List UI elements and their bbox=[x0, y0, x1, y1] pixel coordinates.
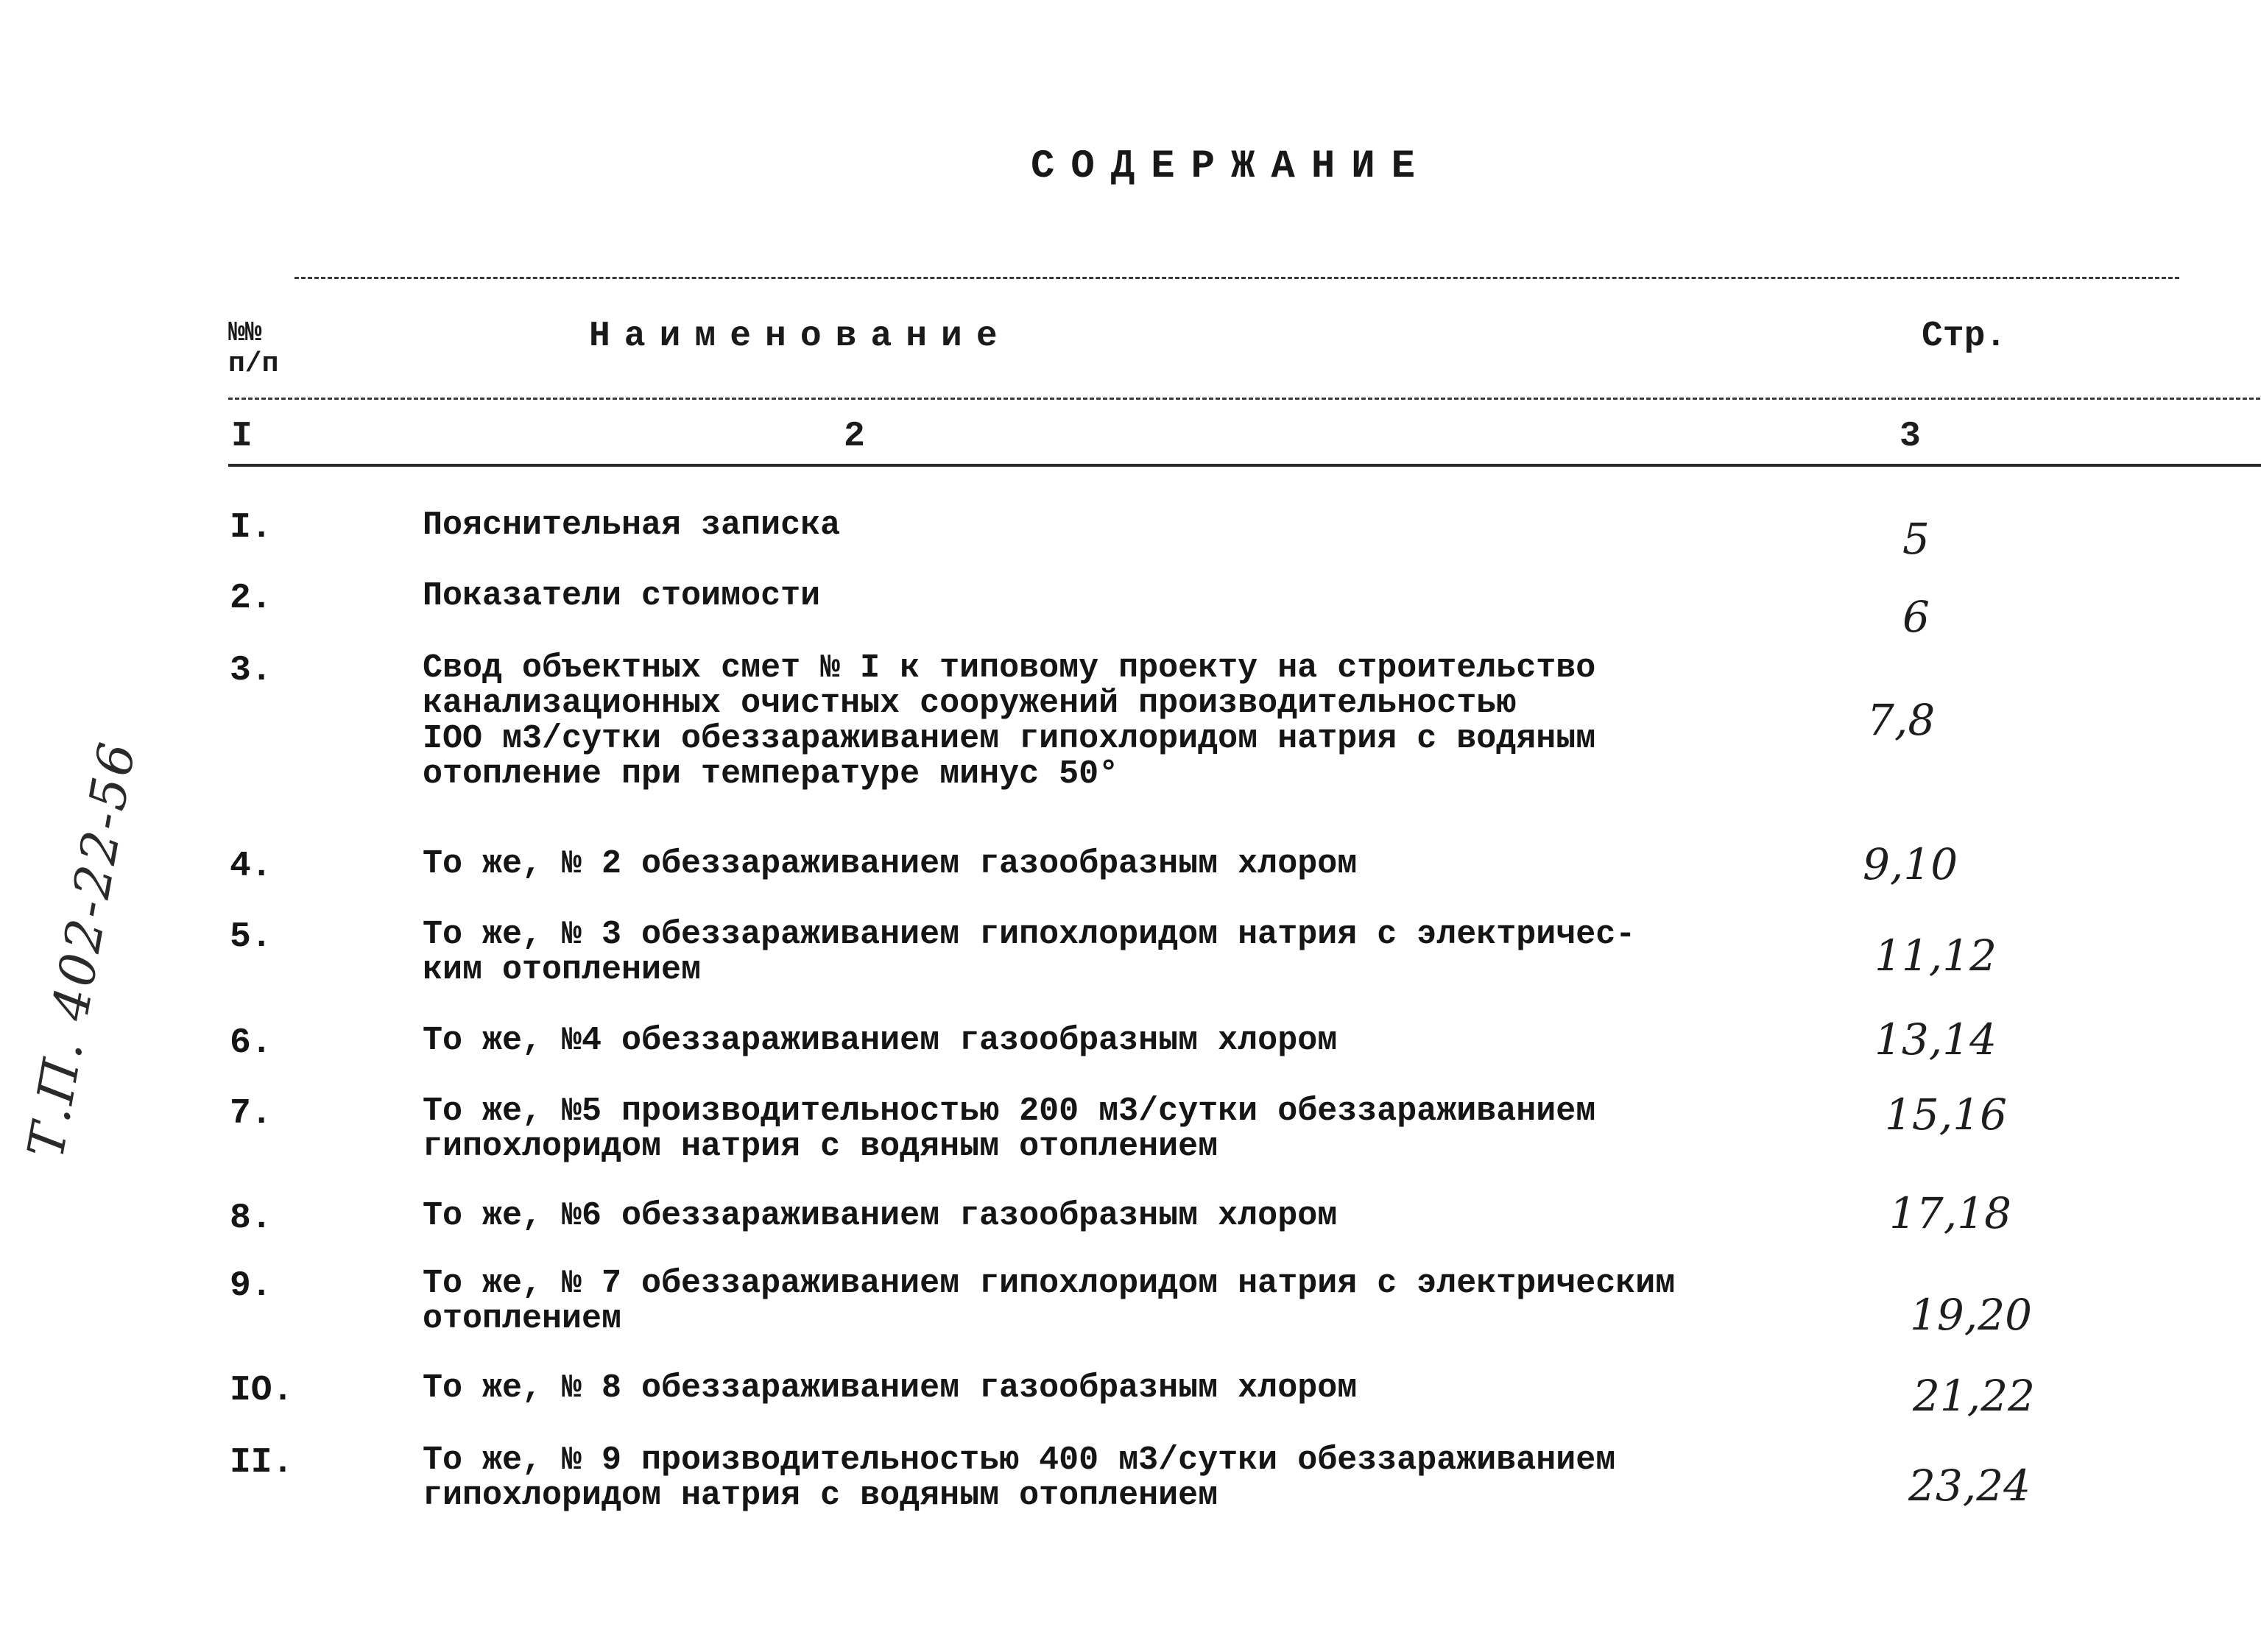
row-title: Свод объектных смет № I к типовому проекту на строительство канализационных очистных сооружений производительностью IOO м3/сутки обеззараживанием гипохлоридом натрия с водяным отопление при температуре минус 50° bbox=[423, 649, 1596, 793]
column-number-3: 3 bbox=[1900, 417, 1921, 456]
column-header-name: Наименование bbox=[589, 317, 1012, 356]
row-page: 21,22 bbox=[1913, 1371, 2036, 1421]
row-number: 2. bbox=[230, 579, 272, 618]
row-page: 5 bbox=[1902, 514, 1930, 564]
row-title: Пояснительная записка bbox=[423, 506, 841, 544]
row-title: То же, №4 обеззараживанием газообразным хлором bbox=[423, 1022, 1338, 1059]
row-number: 4. bbox=[230, 847, 272, 886]
row-number: 9. bbox=[230, 1266, 272, 1306]
row-title: То же, № 9 производительностью 400 м3/сутки обеззараживанием гипохлоридом натрия с водяным отоплением bbox=[423, 1441, 1616, 1514]
row-title: Показатели стоимости bbox=[423, 577, 821, 615]
row-title: То же, № 8 обеззараживанием газообразным хлором bbox=[423, 1369, 1358, 1407]
row-page: 15,16 bbox=[1885, 1090, 2008, 1140]
column-number-2: 2 bbox=[844, 417, 865, 456]
row-page: 23,24 bbox=[1908, 1461, 2031, 1511]
column-number-1: I bbox=[231, 417, 253, 456]
row-page: 6 bbox=[1902, 592, 1930, 642]
row-page: 19,20 bbox=[1910, 1290, 2033, 1340]
side-stamp-handwritten: Т.П. 402-22-56 bbox=[17, 735, 148, 1162]
row-title: То же, № 7 обеззараживанием гипохлоридом натрия с электрическим отоплением bbox=[423, 1265, 1676, 1338]
row-number: 7. bbox=[230, 1094, 272, 1134]
row-title: То же, № 2 обеззараживанием газообразным хлором bbox=[423, 845, 1358, 883]
column-header-page: Стр. bbox=[1922, 317, 2007, 356]
row-number: 3. bbox=[230, 651, 272, 691]
page-title: СОДЕРЖАНИЕ bbox=[1031, 144, 1432, 189]
row-title: То же, №6 обеззараживанием газообразным хлором bbox=[423, 1197, 1338, 1235]
header-top-rule bbox=[294, 277, 2179, 279]
row-number: 5. bbox=[230, 917, 272, 957]
row-page: 17,18 bbox=[1889, 1188, 2012, 1238]
row-page: 7,8 bbox=[1867, 695, 1936, 745]
row-page: 13,14 bbox=[1874, 1014, 1997, 1065]
row-number: 8. bbox=[230, 1199, 272, 1238]
column-header-number: №№ п/п bbox=[228, 317, 279, 380]
header-bottom-rule bbox=[228, 464, 2261, 467]
row-number: IO. bbox=[230, 1371, 294, 1411]
row-page: 11,12 bbox=[1874, 931, 1997, 981]
header-middle-rule bbox=[228, 398, 2260, 400]
row-title: То же, № 3 обеззараживанием гипохлоридом натрия с электричес- ким отоплением bbox=[423, 916, 1636, 989]
row-number: 6. bbox=[230, 1023, 272, 1063]
row-page: 9,10 bbox=[1863, 839, 1958, 889]
row-number: II. bbox=[230, 1443, 294, 1483]
row-number: I. bbox=[230, 508, 272, 548]
row-title: То же, №5 производительностью 200 м3/сутки обеззараживанием гипохлоридом натрия с водяным отоплением bbox=[423, 1092, 1596, 1165]
